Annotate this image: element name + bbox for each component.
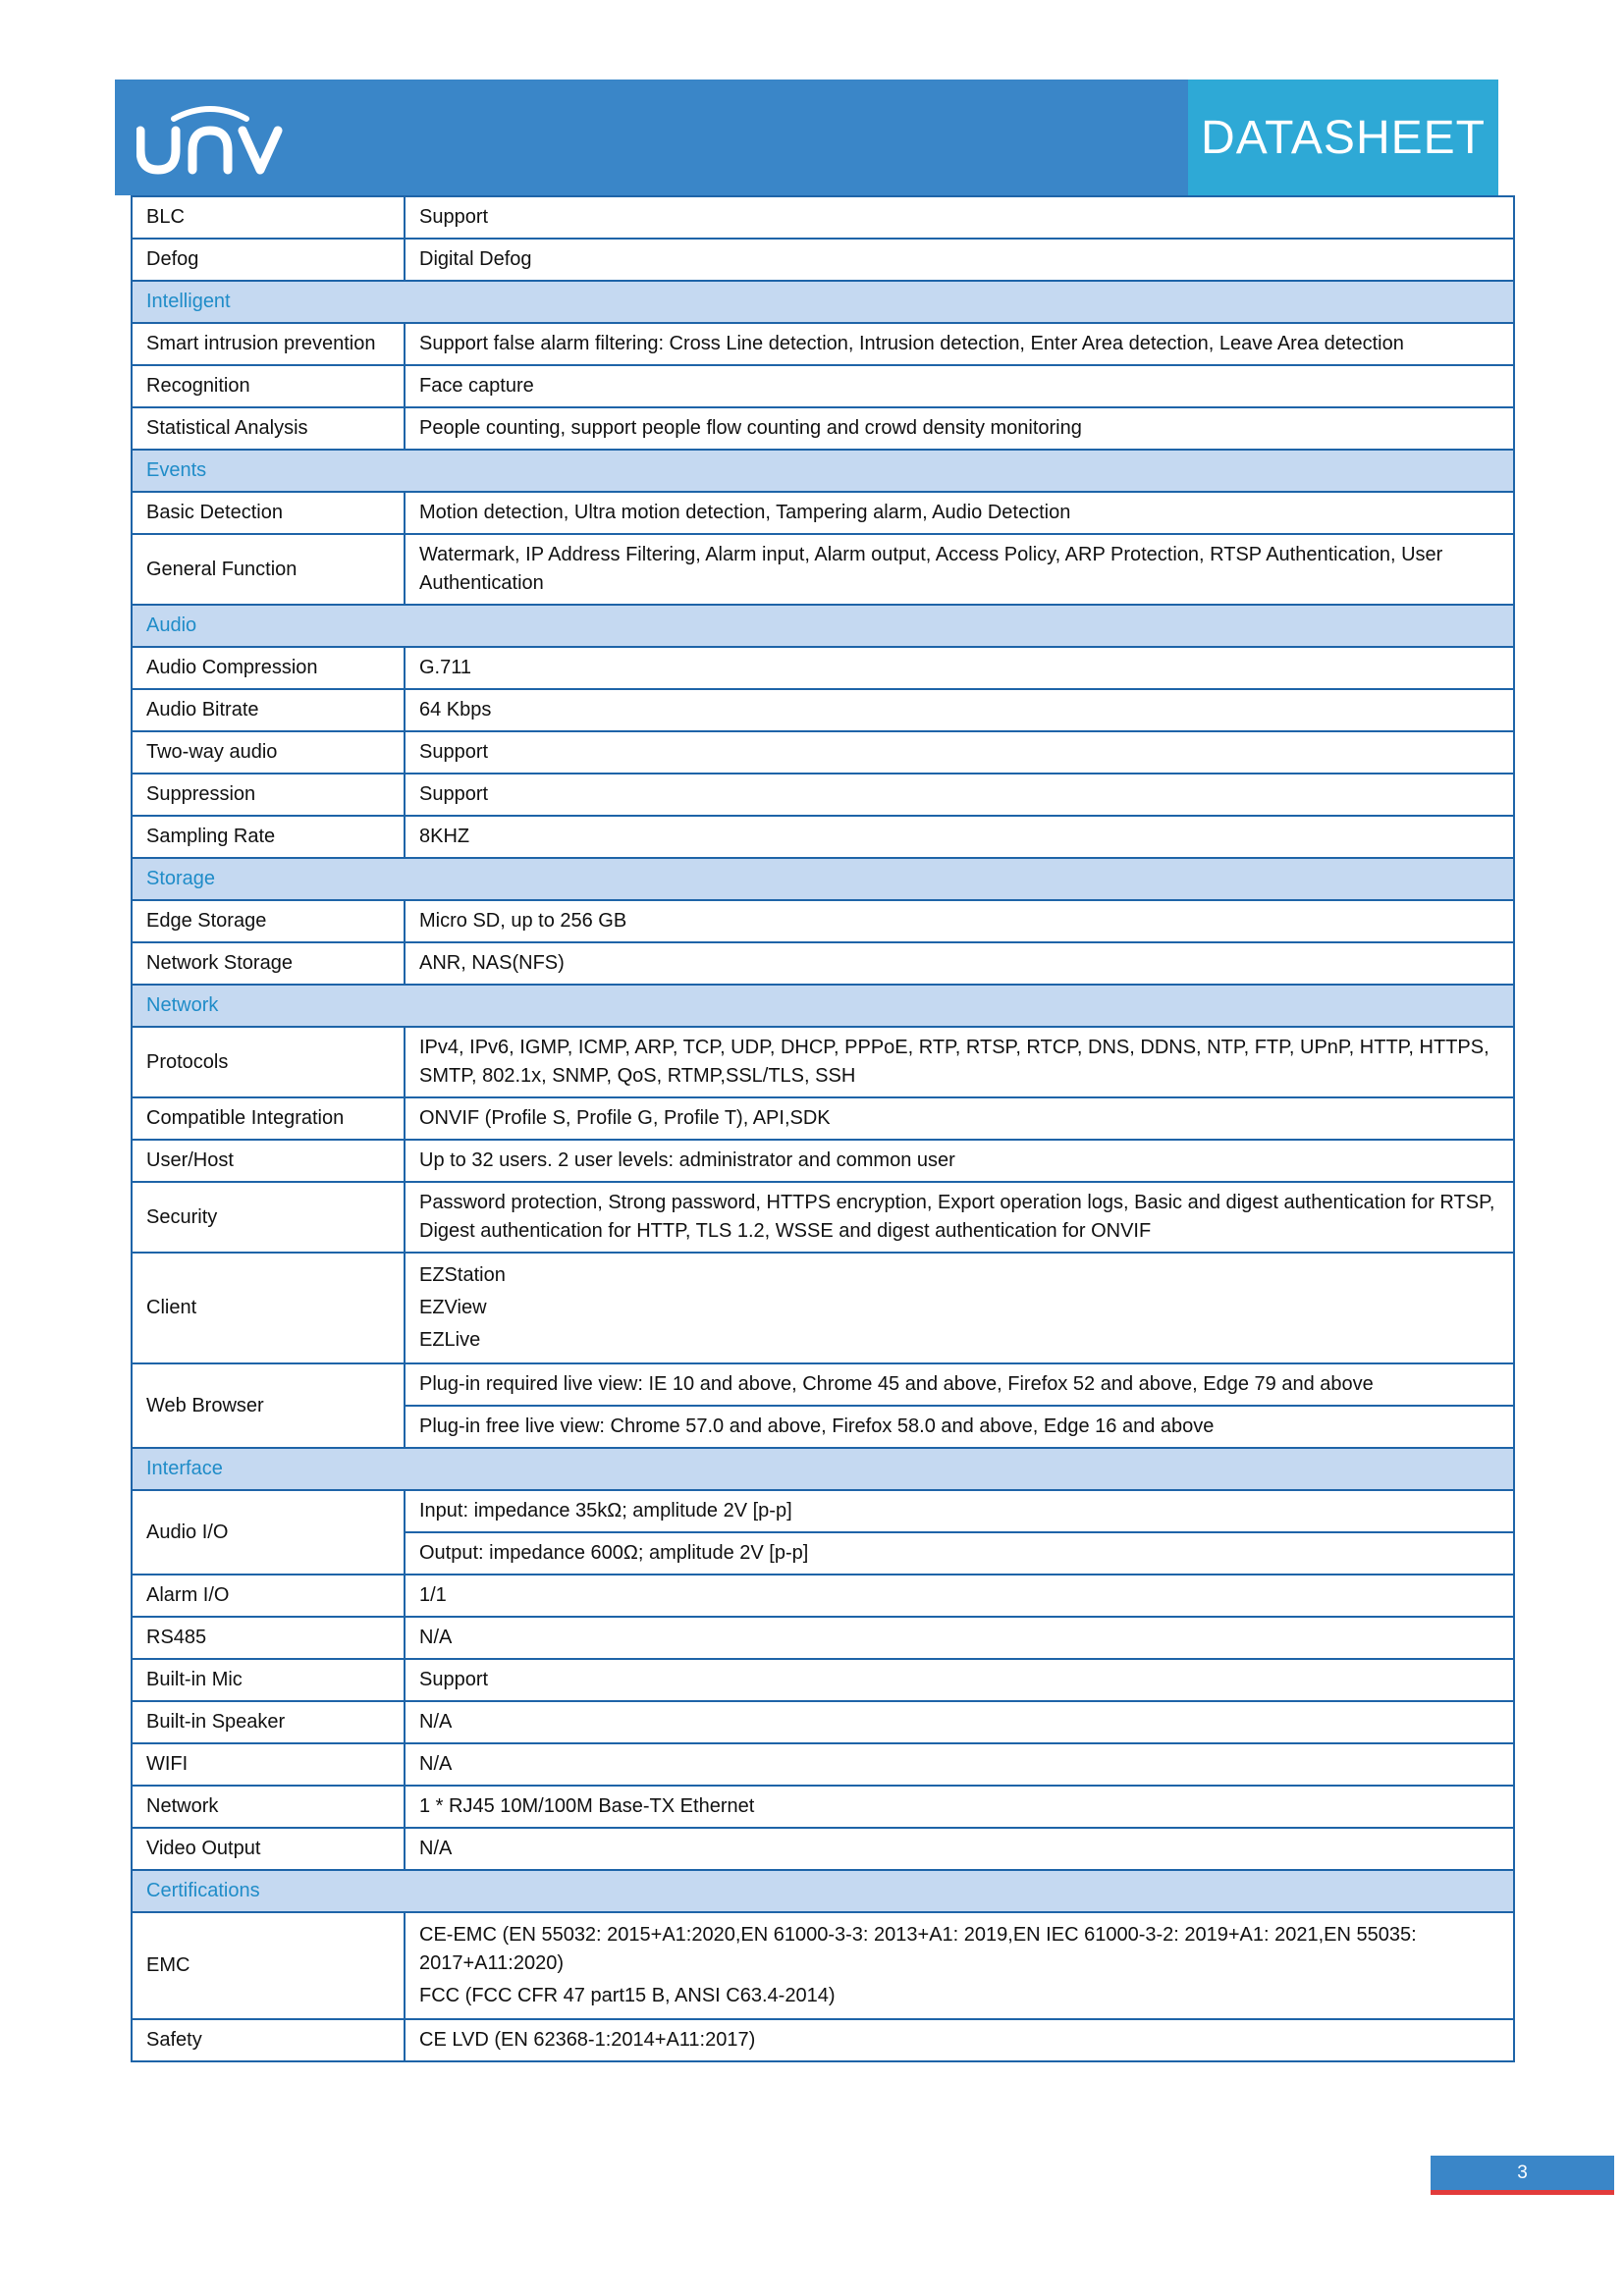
spec-label: Audio I/O xyxy=(132,1490,405,1575)
spec-row xyxy=(132,196,1514,239)
spec-label: WIFI xyxy=(132,1743,405,1786)
spec-value: Up to 32 users. 2 user levels: administrator and common user xyxy=(405,1140,1514,1182)
spec-row xyxy=(132,1743,1514,1786)
spec-value: Digital Defog xyxy=(405,239,1514,281)
spec-label: Network Storage xyxy=(132,942,405,985)
spec-label: Protocols xyxy=(132,1027,405,1097)
spec-row xyxy=(132,1617,1514,1659)
spec-value: 64 Kbps xyxy=(405,689,1514,731)
spec-label: Video Output xyxy=(132,1828,405,1870)
spec-label: Built-in Mic xyxy=(132,1659,405,1701)
spec-value: Support xyxy=(405,196,1514,239)
spec-value: IPv4, IPv6, IGMP, ICMP, ARP, TCP, UDP, DHCP, PPPoE, RTP, RTSP, RTCP, DNS, DDNS, NTP, FTP, UPnP, HTTP, HTTPS, SMTP, 802.1x, SNMP, QoS, RTMP,SSL/TLS, SSH xyxy=(405,1027,1514,1097)
spec-value: N/A xyxy=(405,1828,1514,1870)
spec-row xyxy=(132,365,1514,407)
spec-row xyxy=(132,689,1514,731)
section-heading: Events xyxy=(132,450,1514,492)
spec-value: 1/1 xyxy=(405,1575,1514,1617)
spec-row xyxy=(132,323,1514,365)
spec-value: N/A xyxy=(405,1701,1514,1743)
spec-row xyxy=(132,1182,1514,1253)
spec-label: Network xyxy=(132,1786,405,1828)
spec-row xyxy=(132,407,1514,450)
spec-value-line: EZLive xyxy=(419,1329,481,1351)
spec-label: Smart intrusion prevention xyxy=(132,323,405,365)
spec-value xyxy=(405,1912,1514,2019)
spec-label: Alarm I/O xyxy=(132,1575,405,1617)
spec-value: Plug-in required live view: IE 10 and above, Chrome 45 and above, Firefox 52 and above, Edge 79 and above xyxy=(405,1363,1514,1406)
spec-label: User/Host xyxy=(132,1140,405,1182)
spec-row xyxy=(132,492,1514,534)
spec-label: Basic Detection xyxy=(132,492,405,534)
spec-value: 8KHZ xyxy=(405,816,1514,858)
spec-value: ANR, NAS(NFS) xyxy=(405,942,1514,985)
spec-label: Sampling Rate xyxy=(132,816,405,858)
spec-label: RS485 xyxy=(132,1617,405,1659)
spec-label: Recognition xyxy=(132,365,405,407)
spec-value: Output: impedance 600Ω; amplitude 2V [p-p] xyxy=(405,1532,1514,1575)
spec-row xyxy=(132,900,1514,942)
section-row xyxy=(132,1448,1514,1490)
spec-value: Motion detection, Ultra motion detection, Tampering alarm, Audio Detection xyxy=(405,492,1514,534)
spec-row xyxy=(132,1786,1514,1828)
spec-row xyxy=(132,1575,1514,1617)
spec-value: N/A xyxy=(405,1617,1514,1659)
spec-value: Support xyxy=(405,774,1514,816)
page-header xyxy=(115,80,1498,195)
spec-label: Compatible Integration xyxy=(132,1097,405,1140)
section-row xyxy=(132,281,1514,323)
spec-value: ONVIF (Profile S, Profile G, Profile T), API,SDK xyxy=(405,1097,1514,1140)
spec-value-line: EZStation xyxy=(419,1264,506,1286)
spec-row xyxy=(132,1659,1514,1701)
spec-label: Statistical Analysis xyxy=(132,407,405,450)
spec-row xyxy=(132,1097,1514,1140)
section-heading: Certifications xyxy=(132,1870,1514,1912)
spec-value: Micro SD, up to 256 GB xyxy=(405,900,1514,942)
spec-label: EMC xyxy=(132,1912,405,2019)
spec-row xyxy=(132,1701,1514,1743)
section-row xyxy=(132,858,1514,900)
spec-value: N/A xyxy=(405,1743,1514,1786)
spec-value-line: FCC (FCC CFR 47 part15 B, ANSI C63.4-2014) xyxy=(419,1985,836,2006)
spec-value: 1 * RJ45 10M/100M Base-TX Ethernet xyxy=(405,1786,1514,1828)
spec-value xyxy=(405,1253,1514,1363)
spec-row xyxy=(132,1828,1514,1870)
spec-value: Support false alarm filtering: Cross Line detection, Intrusion detection, Enter Area detection, Leave Area detection xyxy=(405,323,1514,365)
spec-row xyxy=(132,2019,1514,2061)
spec-value: People counting, support people flow counting and crowd density monitoring xyxy=(405,407,1514,450)
spec-row xyxy=(132,1490,1514,1532)
spec-value: G.711 xyxy=(405,647,1514,689)
section-row xyxy=(132,450,1514,492)
spec-label: Client xyxy=(132,1253,405,1363)
section-row xyxy=(132,985,1514,1027)
spec-value: CE LVD (EN 62368-1:2014+A11:2017) xyxy=(405,2019,1514,2061)
spec-label: Built-in Speaker xyxy=(132,1701,405,1743)
spec-value: Support xyxy=(405,731,1514,774)
section-row xyxy=(132,605,1514,647)
spec-row xyxy=(132,239,1514,281)
spec-value: Support xyxy=(405,1659,1514,1701)
spec-row xyxy=(132,1140,1514,1182)
page-number: 3 xyxy=(1431,2156,1614,2195)
section-heading: Network xyxy=(132,985,1514,1027)
section-row xyxy=(132,1870,1514,1912)
spec-row xyxy=(132,774,1514,816)
spec-value: Plug-in free live view: Chrome 57.0 and above, Firefox 58.0 and above, Edge 16 and above xyxy=(405,1406,1514,1448)
section-heading: Intelligent xyxy=(132,281,1514,323)
spec-table xyxy=(131,195,1515,2062)
spec-label: Web Browser xyxy=(132,1363,405,1448)
spec-value-line: CE-EMC (EN 55032: 2015+A1:2020,EN 61000-3-3: 2013+A1: 2019,EN IEC 61000-3-2: 2019+A1: 2021,EN 55035: 2017+A11:2020) xyxy=(419,1924,1417,1974)
spec-label: Audio Compression xyxy=(132,647,405,689)
spec-value: Face capture xyxy=(405,365,1514,407)
spec-label: Audio Bitrate xyxy=(132,689,405,731)
spec-value: Input: impedance 35kΩ; amplitude 2V [p-p] xyxy=(405,1490,1514,1532)
spec-row xyxy=(132,731,1514,774)
spec-row xyxy=(132,534,1514,605)
spec-label: Suppression xyxy=(132,774,405,816)
spec-value-line: EZView xyxy=(419,1297,487,1318)
spec-label: Security xyxy=(132,1182,405,1253)
spec-label: Two-way audio xyxy=(132,731,405,774)
spec-row xyxy=(132,1912,1514,2019)
spec-label: BLC xyxy=(132,196,405,239)
spec-label: Safety xyxy=(132,2019,405,2061)
spec-value: Password protection, Strong password, HTTPS encryption, Export operation logs, Basic and digest authentication for RTSP, Digest authentication for HTTP, TLS 1.2, WSSE and digest authentication for ONVIF xyxy=(405,1182,1514,1253)
unv-logo-mark xyxy=(136,101,284,180)
section-heading: Interface xyxy=(132,1448,1514,1490)
spec-row xyxy=(132,816,1514,858)
spec-row xyxy=(132,1253,1514,1363)
section-heading: Audio xyxy=(132,605,1514,647)
section-heading: Storage xyxy=(132,858,1514,900)
datasheet-label: DATASHEET xyxy=(1188,80,1498,195)
spec-row xyxy=(132,647,1514,689)
spec-row xyxy=(132,1027,1514,1097)
spec-value: Watermark, IP Address Filtering, Alarm input, Alarm output, Access Policy, ARP Protection, RTSP Authentication, User Authentication xyxy=(405,534,1514,605)
unv-logo xyxy=(136,101,284,180)
spec-row xyxy=(132,942,1514,985)
spec-row xyxy=(132,1363,1514,1406)
spec-label: Edge Storage xyxy=(132,900,405,942)
spec-label: General Function xyxy=(132,534,405,605)
spec-label: Defog xyxy=(132,239,405,281)
